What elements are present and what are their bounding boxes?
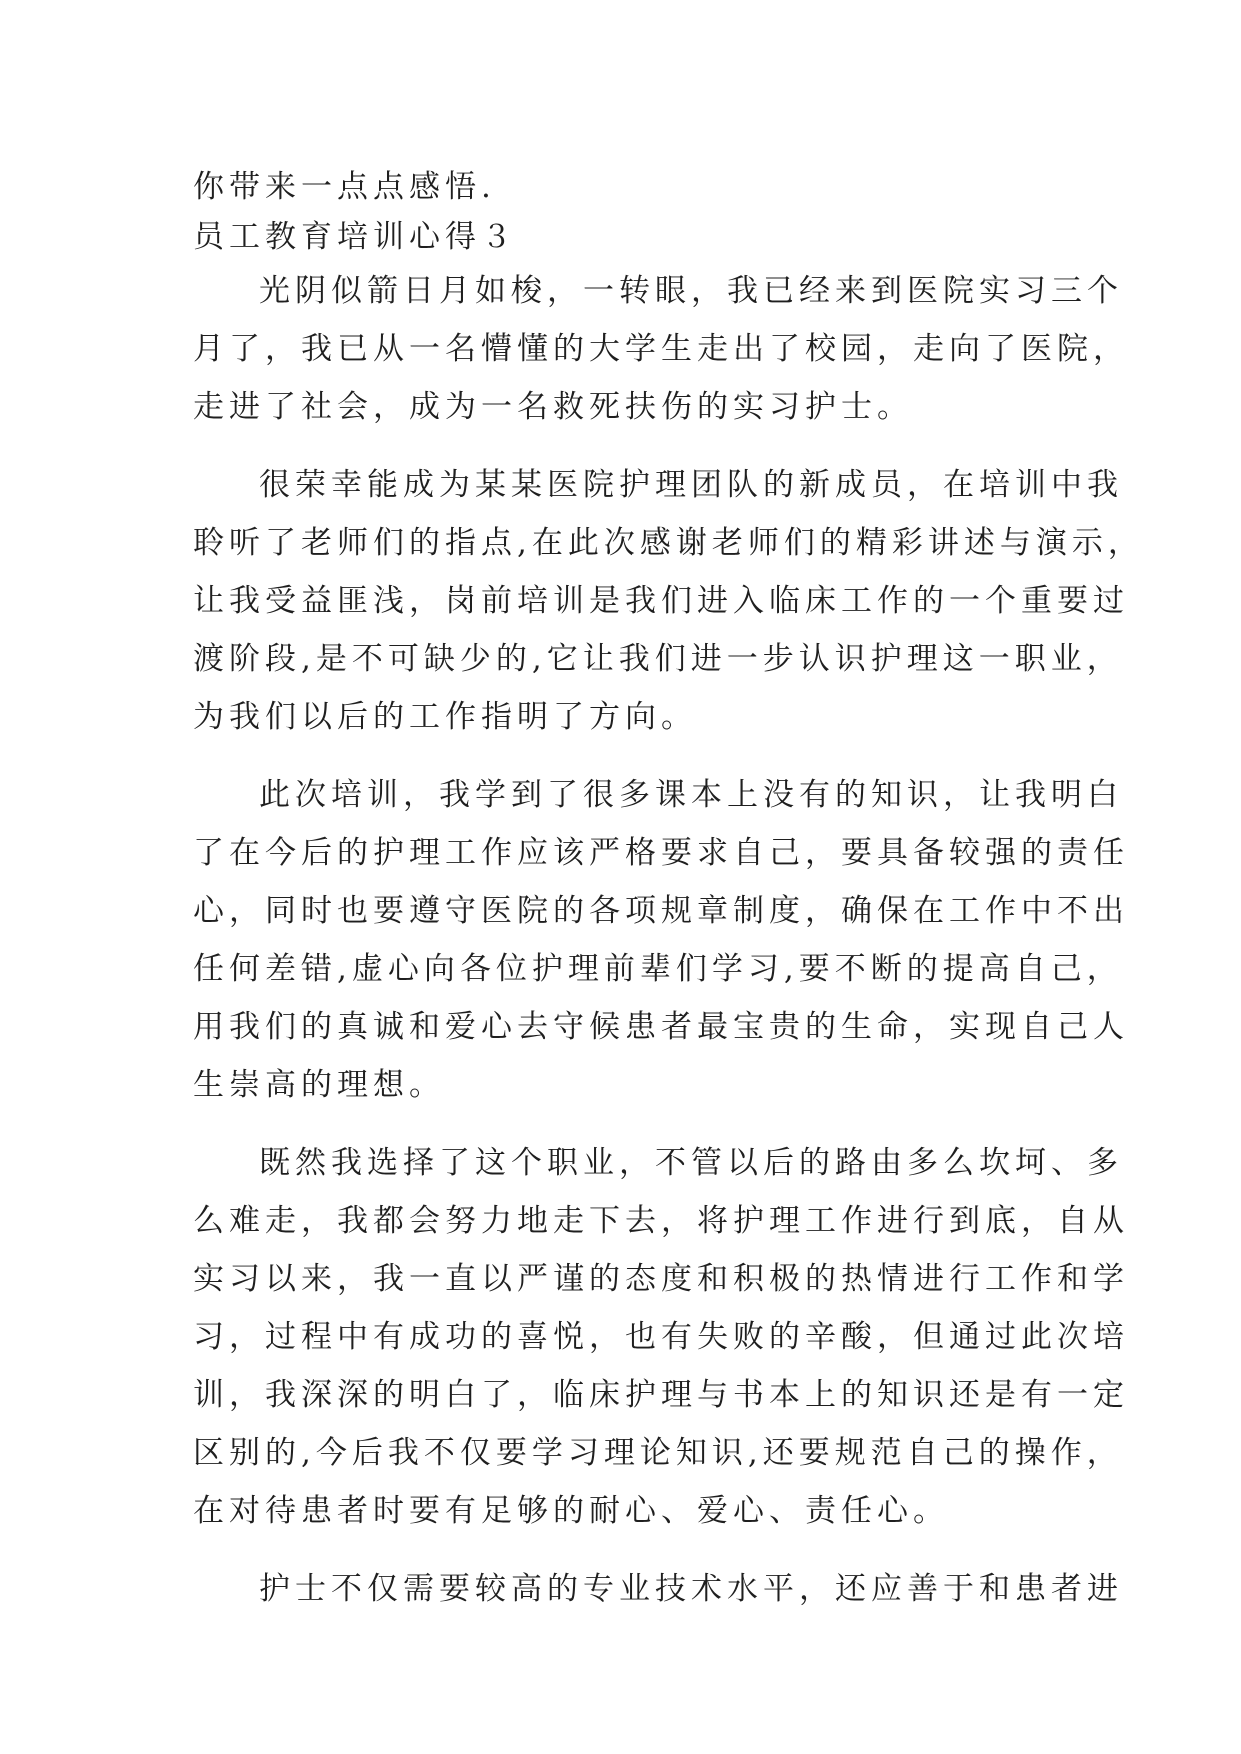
paragraph-line: 在对待患者时要有足够的耐心、爱心、责任心。: [193, 1493, 949, 1529]
paragraph-line: 护士不仅需要较高的专业技术水平，还应善于和患者进: [259, 1571, 1123, 1607]
paragraph-line: 训，我深深的明白了，临床护理与书本上的知识还是有一定: [193, 1377, 1129, 1413]
paragraph-line: 心，同时也要遵守医院的各项规章制度，确保在工作中不出: [193, 893, 1129, 929]
paragraph-line: 区别的,今后我不仅要学习理论知识,还要规范自己的操作，: [193, 1435, 1123, 1471]
paragraph-line: 很荣幸能成为某某医院护理团队的新成员，在培训中我: [259, 467, 1123, 503]
paragraph-line: 走进了社会，成为一名救死扶伤的实习护士。: [193, 389, 913, 425]
paragraph-3: [193, 766, 1129, 1114]
paragraph-line: 任何差错,虚心向各位护理前辈们学习,要不断的提高自己，: [193, 951, 1123, 987]
paragraph-line: 聆听了老师们的指点,在此次感谢老师们的精彩讲述与演示，: [193, 525, 1144, 561]
paragraph-5: [193, 1560, 1123, 1618]
paragraph-line: 此次培训，我学到了很多课本上没有的知识，让我明白: [259, 777, 1123, 813]
paragraph-line: 光阴似箭日月如梭，一转眼，我已经来到医院实习三个: [259, 273, 1123, 309]
paragraph-line: 用我们的真诚和爱心去守候患者最宝贵的生命，实现自己人: [193, 1009, 1129, 1045]
paragraph-line: 习，过程中有成功的喜悦，也有失败的辛酸，但通过此次培: [193, 1319, 1129, 1355]
paragraph-line: 月了，我已从一名懵懂的大学生走出了校园，走向了医院，: [193, 331, 1129, 367]
paragraph-line: 为我们以后的工作指明了方向。: [193, 699, 697, 735]
paragraph-line: 生崇高的理想。: [193, 1067, 445, 1103]
paragraph-line: 了在今后的护理工作应该严格要求自己，要具备较强的责任: [193, 835, 1129, 871]
paragraph-line: 既然我选择了这个职业，不管以后的路由多么坎坷、多: [259, 1145, 1123, 1181]
paragraph-1: [193, 262, 1129, 436]
section-heading: 员工教育培训心得３: [193, 219, 517, 255]
paragraph-line: 实习以来，我一直以严谨的态度和积极的热情进行工作和学: [193, 1261, 1129, 1297]
paragraph-line: 让我受益匪浅，岗前培训是我们进入临床工作的一个重要过: [193, 583, 1129, 619]
paragraph-2: [193, 456, 1144, 746]
intro-line: 你带来一点点感悟.: [193, 169, 496, 205]
paragraph-line: 渡阶段,是不可缺少的,它让我们进一步认识护理这一职业，: [193, 641, 1123, 677]
paragraph-4: [193, 1134, 1129, 1540]
paragraph-line: 么难走，我都会努力地走下去，将护理工作进行到底，自从: [193, 1203, 1129, 1239]
document-body: [193, 162, 1144, 1638]
